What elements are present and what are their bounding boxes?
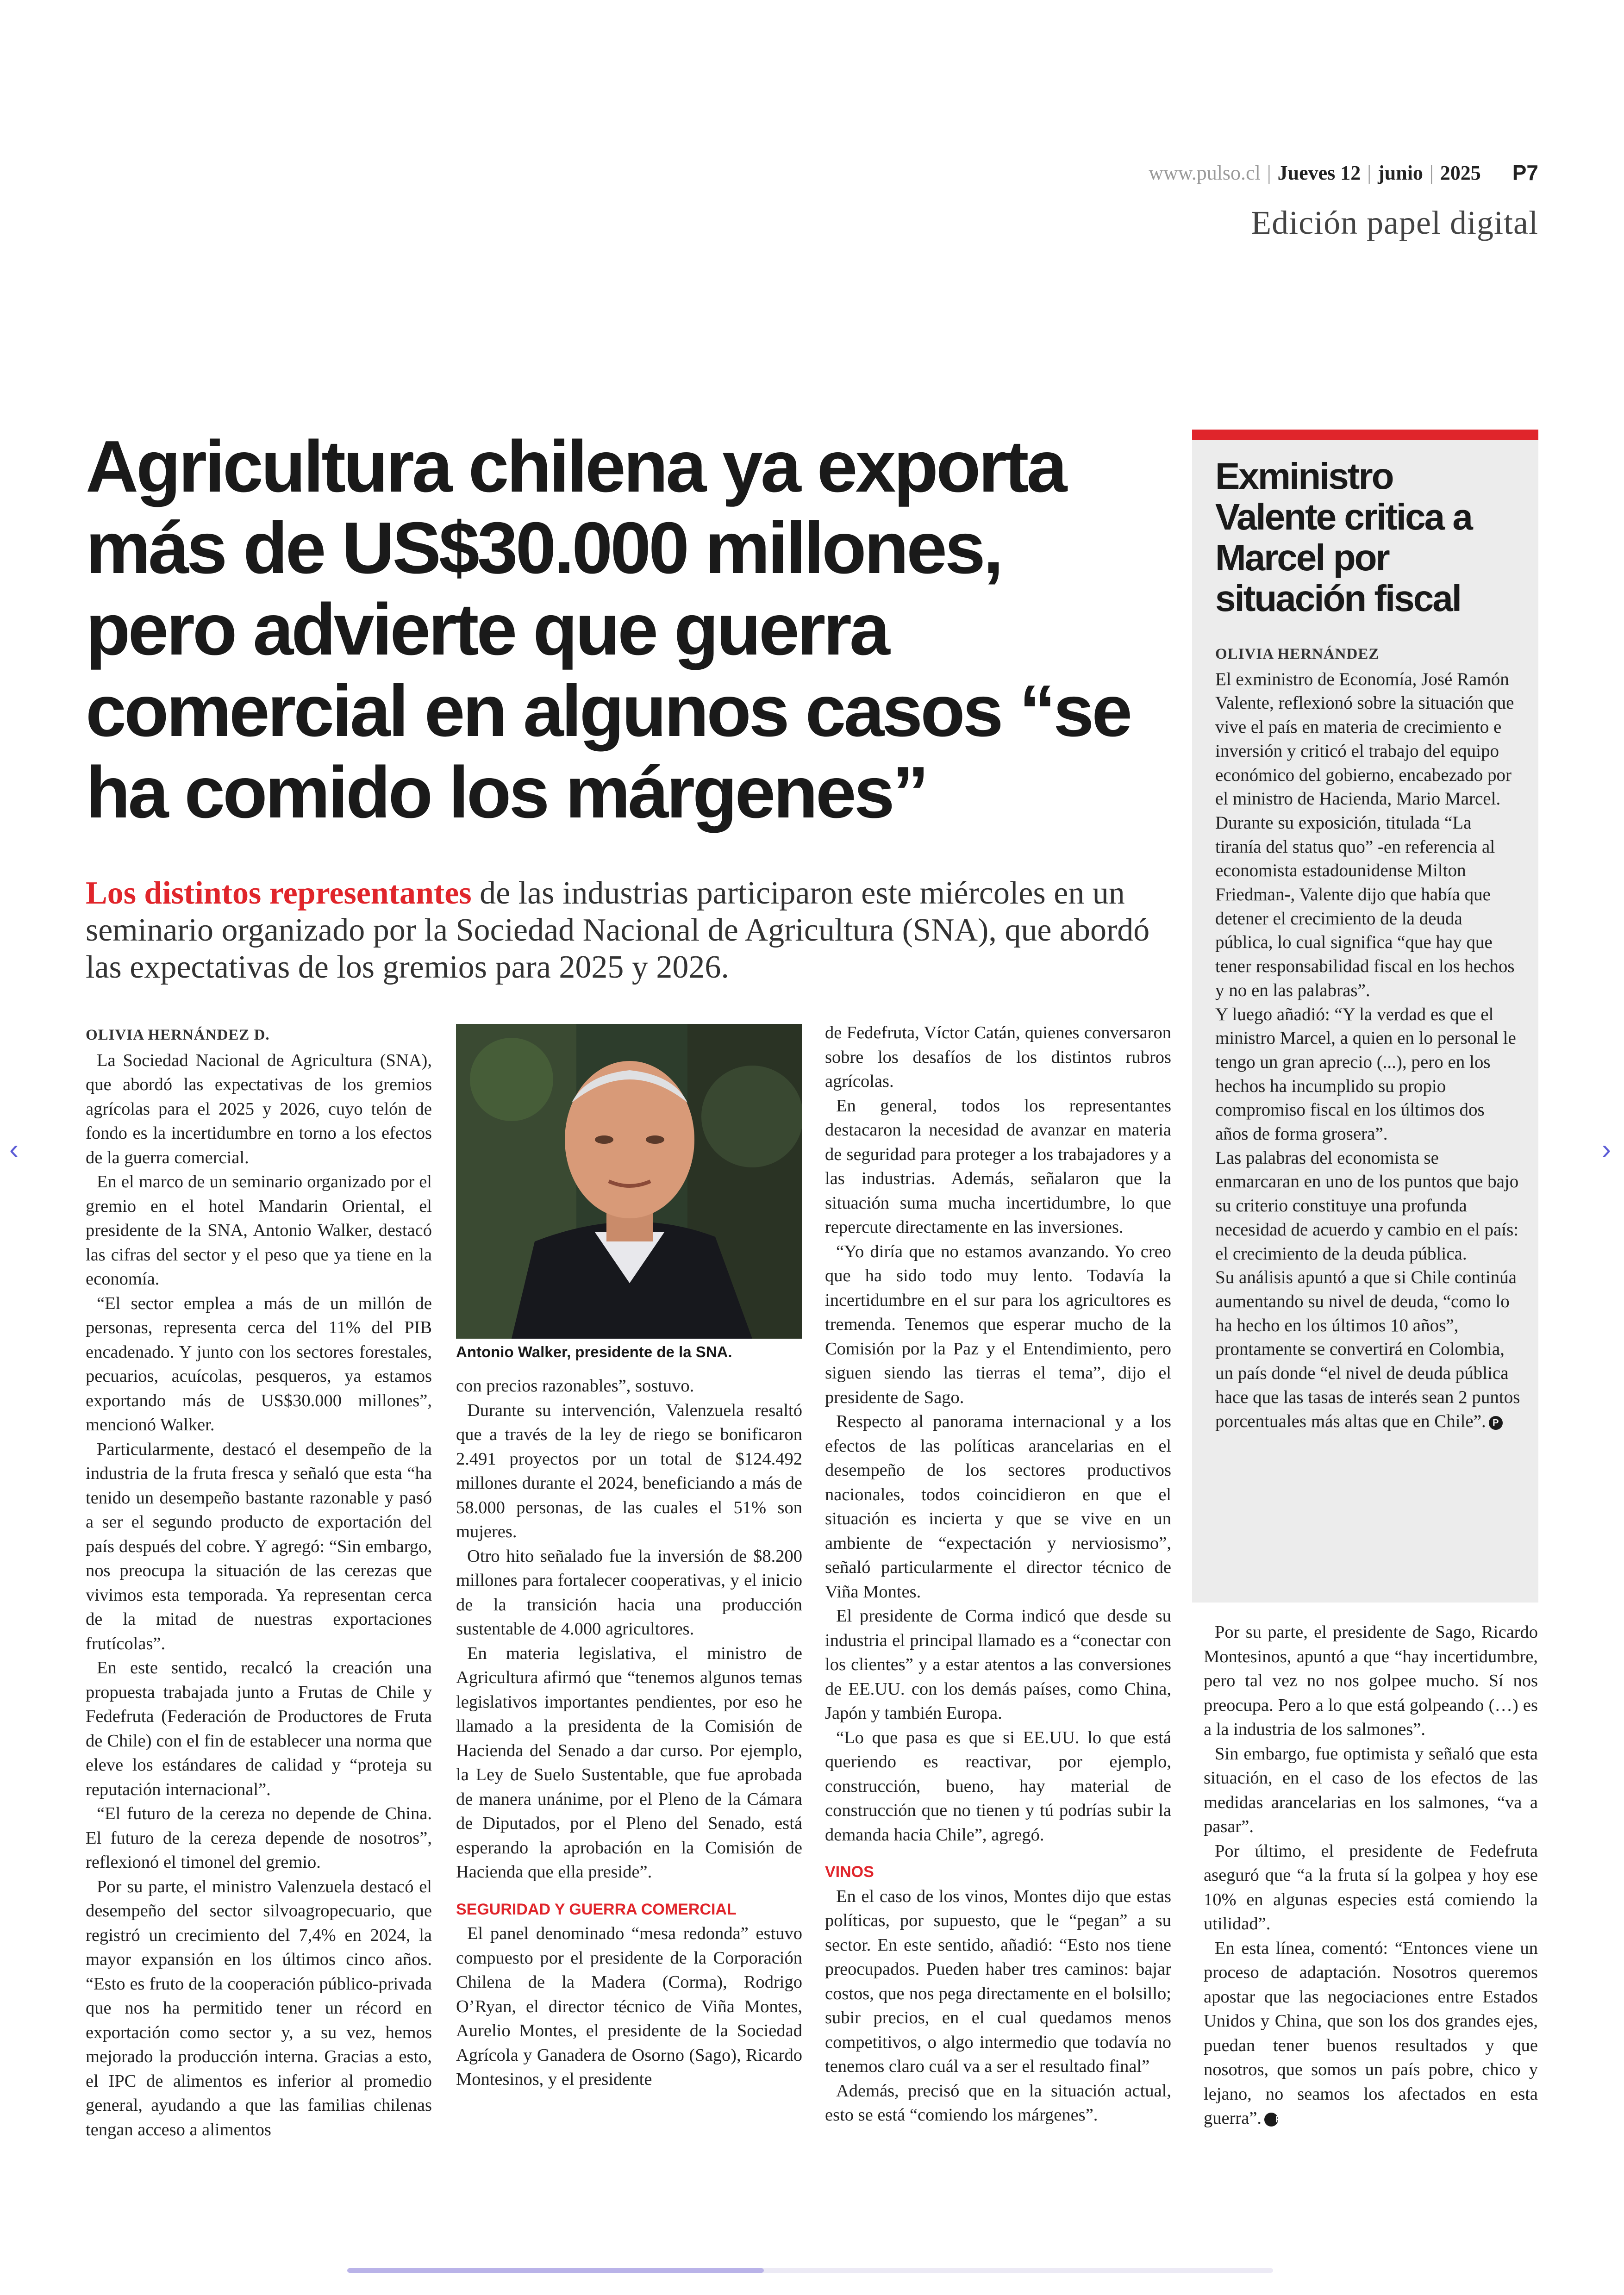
issue-year: 2025 [1440,161,1481,184]
article-column-1 [86,1023,432,2142]
article-deck [86,875,1192,986]
paragraph: Por su parte, el ministro Valenzuela destacó el desempeño del sector silvoagropecuario, que registró un crecimiento del 7,4% en 2024, la mayor expansión en los últimos cinco años. “Esto es fruto de la cooperación público-privada que nos ha permitido tener un récord en exportación como sector y, a su vez, hemos mejorado la producción interna. Gracias a esto, el IPC de alimentos es inferior al promedio general, ayudando a que las familias chilenas tengan acceso a alimentos [86,1877,432,2139]
article-column-3 [825,1021,1171,2127]
issue-date-day: Jueves 12 [1277,161,1361,184]
sidebar-paragraph: Las palabras del economista se enmarcaran en uno de los puntos que bajo su criterio constituye una profunda necesidad de acuerdo y cambio en el país: el crecimiento de la deuda pública. [1215,1148,1519,1264]
article-column-2 [456,1374,802,2092]
page-number: P7 [1512,161,1538,185]
article-headline: Agricultura chilena ya exporta más de US$30.000 millones, pero advierte que guerra comercial en algunos casos “se ha comido los márgenes” [86,426,1131,833]
article-photo [456,1024,802,1339]
paragraph: En este sentido, recalcó la creación una propuesta trabajada junto a Frutas de Chile y Fedefruta (Federación de Productores de Fruta de Chile) con el fin de establecer una norma que eleve los estándares de calidad y “proteja su reputación internacional”. [86,1658,432,1799]
end-mark-icon: P [1264,2113,1278,2127]
page-progress-fill [347,2268,764,2273]
article-column-4 [1204,1620,1538,2131]
sidebar-paragraph [1215,1266,1521,1433]
paragraph: En materia legislativa, el ministro de Agricultura afirmó que “tenemos algunos temas legislativos importantes pendientes, por eso he llamado a la presidenta de la Comisión de Hacienda del Senado a dar curso. Por ejemplo, la Ley de Suelo Sustentable, que fue aprobada de manera unánime, por el Pleno de la Cámara de Diputados, por el Pleno del Senado, está esperando la aprobación en la Comisión de Hacienda que ella preside”. [456,1643,802,1882]
paragraph: “El sector emplea a más de un millón de personas, representa cerca del 11% del PIB encadenado. Y junto con los sectores forestales, pecuarios, acuícolas, pesqueros, ya estamos exportando más de US$30.000 millones”, mencionó Walker. [86,1293,432,1434]
paragraph: En general, todos los representantes destacaron la necesidad de avanzar en materia de seguridad para proteger a los trabajadores y a las industrias. Además, señalaron que la situación suma mucha incertidumbre, lo que repercute directamente en las inversiones. [825,1096,1171,1237]
section-subhead: SEGURIDAD Y GUERRA COMERCIAL [456,1900,737,1918]
paragraph: El panel denominado “mesa redonda” estuvo compuesto por el presidente de la Corporación Chilena de la Madera (Corma), Rodrigo O’Ryan, el director técnico de Viña Montes, Aurelio Montes, el presidente de la Sociedad Agrícola y Ganadera de Osorno (Sago), Ricardo Montesinos, y el presidente [456,1924,802,2089]
paragraph: En el caso de los vinos, Montes dijo que estas políticas, por supuesto, que le “pegan” a su sector. En este sentido, añadió: “Esto nos tiene preocupados. Pueden haber tres caminos: bajar costos, que nos pega directamente en el bolsillo; subir precios, en el cual quedamos menos competitivos, o algo intermedio que todavía no tenemos claro cuál va a ser el resultado final” [825,1886,1171,2076]
paragraph: Durante su intervención, Valenzuela resaltó que a través de la ley de riego se bonificaron 2.491 proyectos por un total de $124.492 millones durante el 2024, beneficiando a más de 58.000 personas, de las cuales el 51% son mujeres. [456,1400,802,1541]
paragraph: La Sociedad Nacional de Agricultura (SNA), que abordó las expectativas de los gremios agrícolas para el 2025 y 2026, cuyo telón de fondo es la incertidumbre en torno a los efectos de la guerra comercial. [86,1050,432,1167]
edition-label: Edición papel digital [1251,204,1538,241]
photo-caption: Antonio Walker, presidente de la SNA. [456,1343,732,1360]
paragraph: Además, precisó que en la situación actual, esto se está “comiendo los márgenes”. [825,2081,1171,2125]
deck-text: de las industrias participaron este miércoles en un seminario organizado por la Sociedad Nacional de Agricultura (SNA), que abordó las expectativas de los gremios para 2025 y 2026. [86,875,1150,985]
paragraph: “El futuro de la cereza no depende de China. El futuro de la cereza depende de nosotros”, reflexionó el timonel del gremio. [86,1804,432,1872]
separator: | [1267,161,1271,184]
paragraph-text: En esta línea, comentó: “Entonces viene un proceso de adaptación. Nosotros queremos apostar que las negociaciones entre Estados Unidos y China, que son los dos grandes ejes, puedan tener buenos resultados y que nosotros, que somos un país pobre, chico y lejano, no seamos los afectados en esta guerra”. [1204,1938,1538,2128]
paragraph: Respecto al panorama internacional y a los efectos de las políticas arancelarias en el desempeño de los sectores productivos nacionales, todos coincidieron en que el situación es incierta y que se vive en un ambiente de “expectación y nerviosismo”, señaló particularmente el director técnico de Viña Montes. [825,1412,1171,1602]
end-mark-icon: P [1489,1416,1503,1430]
masthead [1149,160,1538,185]
paragraph: Particularmente, destacó el desempeño de la industria de la fruta fresca y señaló que esta “ha tenido un desempeño bastante razonable y pasó a ser el segundo producto de exportación del país después del cobre. Y agregó: “Sin embargo, nos preocupa la situación de las cerezas que vivimos esta temporada. Ya representan cerca de la mitad de nuestras exportaciones frutícolas”. [86,1439,432,1653]
prev-page-icon[interactable]: ‹ [9,1134,19,1165]
page-progress-track[interactable] [347,2268,1273,2273]
site-url[interactable]: www.pulso.cl [1149,161,1261,184]
next-page-icon[interactable]: › [1602,1134,1611,1165]
paragraph: En el marco de un seminario organizado por el gremio en el hotel Mandarin Oriental, el presidente de la SNA, Antonio Walker, destacó las cifras del sector y el peso que ya tiene en la economía. [86,1172,432,1289]
sidebar-title: Exministro Valente critica a Marcel por situación fiscal [1215,455,1472,619]
paragraph [1204,1936,1538,2131]
issue-month: junio [1378,161,1423,184]
separator: | [1367,161,1372,184]
paragraph: El presidente de Corma indicó que desde su industria el principal llamado es a “conectar con los clientes” y a estar atentos a las conversiones de EE.UU. con los demás países, como China, Japón y también Europa. [825,1606,1171,1723]
portrait-illustration [456,1024,802,1339]
paragraph: Por último, el presidente de Fedefruta aseguró que “a la fruta sí la golpea y hoy ese 10% en algunas especies está comiendo la utilidad”. [1204,1841,1538,1933]
paragraph: “Yo diría que no estamos avanzando. Yo creo que ha sido todo muy lento. Todavía la incertidumbre en el sur para los agricultores es tremenda. Tenemos que esperar mucho de la Comisión por la Paz y el Entendimiento, pero siguen siendo las tierras el tema”, dijo el presidente de Sago. [825,1241,1171,1407]
deck-lead: Los distintos representantes [86,875,472,911]
sidebar-byline: OLIVIA HERNÁNDEZ [1215,646,1380,662]
sidebar-paragraph-text: Su análisis apuntó a que si Chile continúa aumentando su nivel de deuda, “como lo ha hecho en los últimos 10 años”, prontamente se convertirá en Colombia, un país donde “el nivel de deuda pública hace que las tasas de interés sean 2 puntos porcentuales más altas que en Chile”. [1215,1267,1520,1431]
section-subhead: VINOS [825,1863,874,1881]
paragraph: con precios razonables”, sostuvo. [456,1376,694,1396]
paragraph: “Lo que pasa es que si EE.UU. lo que está queriendo es reactivar, por ejemplo, construcción, bueno, hay material de construcción que no tienen y tú podrías subir la demanda hacia Chile”, agregó. [825,1727,1171,1845]
paragraph: Por su parte, el presidente de Sago, Ricardo Montesinos, apuntó a que “hay incertidumbre, pero tal vez no nos golpee mucho. Sí nos preocupa. Pero a lo que está golpeando (…) es a la industria de los salmones”. [1204,1622,1538,1739]
paragraph: Sin embargo, fue optimista y señaló que esta situación, en el caso de los efectos de las medidas arancelarias en los salmones, “va a pasar”. [1204,1744,1538,1836]
sidebar-paragraph: El exministro de Economía, José Ramón Valente, reflexionó sobre la situación que vive el país en materia de crecimiento e inversión y criticó el trabajo del equipo económico del gobierno, encabezado por el ministro de Hacienda, Mario Marcel. [1215,669,1514,809]
article-byline: OLIVIA HERNÁNDEZ D. [86,1027,270,1043]
sidebar-body [1215,642,1521,1433]
paragraph: Otro hito señalado fue la inversión de $8.200 millones para fortalecer cooperativas, y el inicio de la transición hacia una producción sustentable de 4.000 agricultores. [456,1546,802,1639]
paragraph: de Fedefruta, Víctor Catán, quienes conversaron sobre los desafíos de los distintos rubros agrícolas. [825,1023,1171,1091]
sidebar-paragraph: Y luego añadió: “Y la verdad es que el ministro Marcel, a quien en lo personal le tengo un gran aprecio (...), pero en los hechos ha incumplido su propio compromiso fiscal en los últimos dos años de forma grosera”. [1215,1004,1516,1144]
separator: | [1429,161,1434,184]
sidebar-paragraph: Durante su exposición, titulada “La tiranía del status quo” -en referencia al economista estadounidense Milton Friedman-, Valente dijo que había que detener el crecimiento de la deuda pública, lo cual significa “que hay que tener responsabilidad fiscal en los hechos y no en las palabras”. [1215,812,1515,1000]
